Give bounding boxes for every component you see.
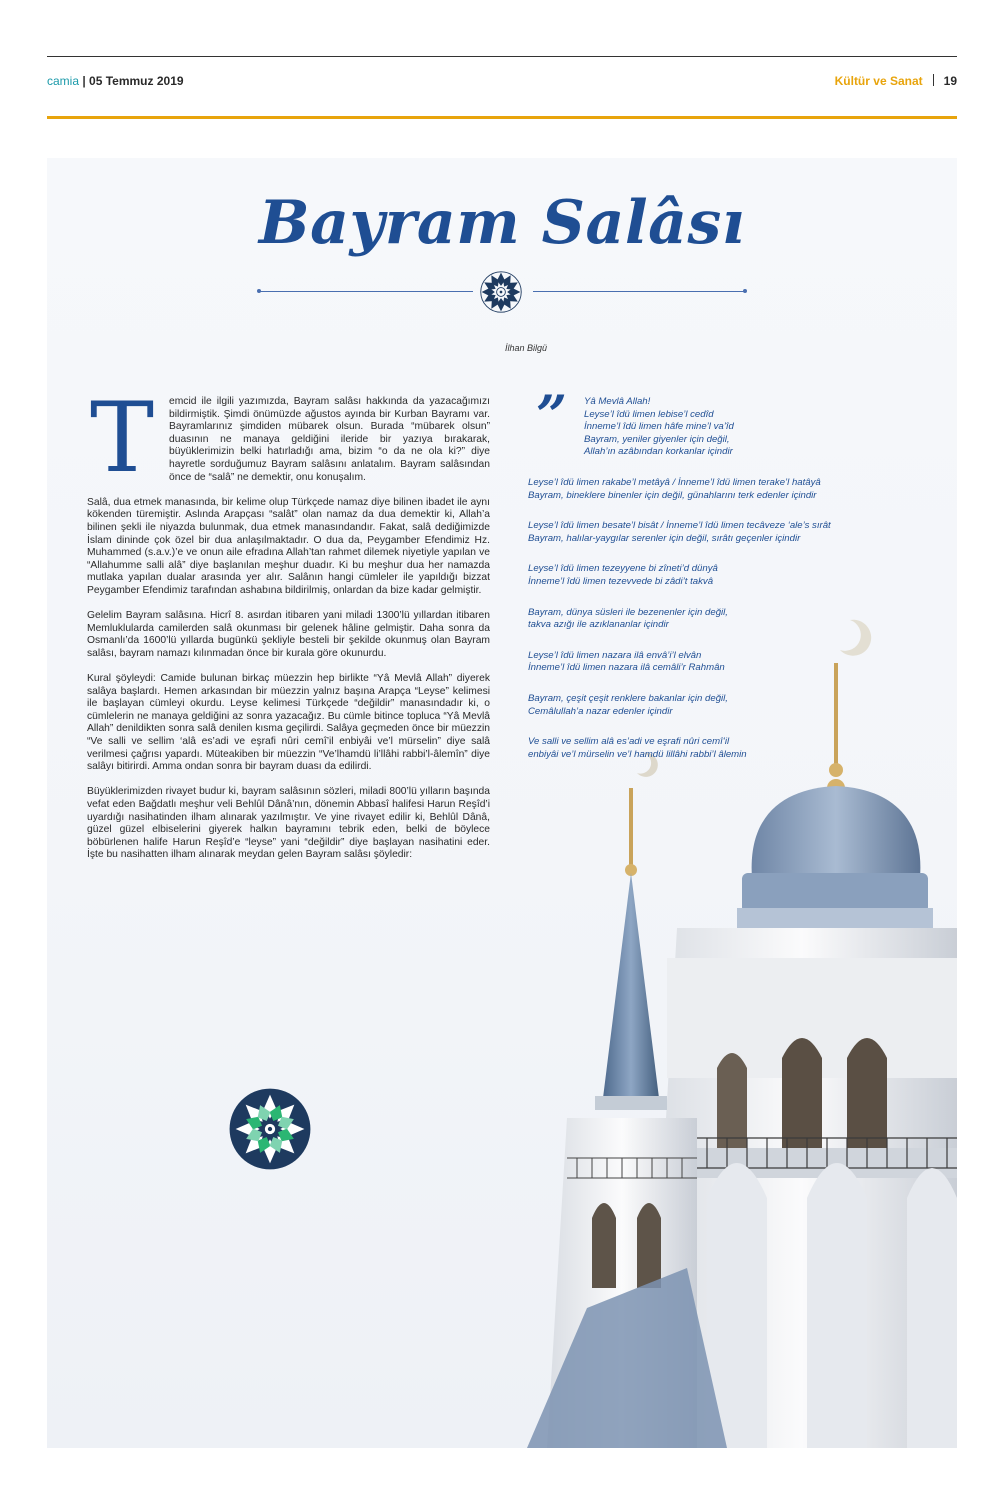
poem-line: İnneme’l îdü limen tezevvede bi zâdi’t takvâ [528,575,714,587]
poem-intro [528,383,918,459]
article-title: Bayram Salâsı [258,188,746,258]
poem-line: İnneme’l îdü limen nazara ilâ cemâli’r Rahmân [528,662,725,674]
quote-mark-icon: ” [536,383,568,447]
header-pipe [933,74,934,86]
author-byline: İlhan Bilgü [504,343,547,353]
poem-line: Yâ Mevlâ Allah! [584,396,651,407]
geometric-rosette-icon [479,270,523,314]
poem-line: enbiyâi ve’l mürselin ve’l hamdü lillâhi rabbi’l âlemin [528,748,747,760]
poem-line: Leyse’l îdü limen lebise’l cedîd [584,408,714,420]
gold-rule [47,116,957,119]
article-panel [47,158,957,1448]
poem-line: Bayram, çeşit çeşit renklere bakanlar için değil, [528,692,728,704]
article-body [87,382,490,875]
paragraph-4: Kural şöyleydi: Camide bulunan birkaç müezzin hep birlikte “Yâ Mevlâ Allah” diyerek salâya başlardı. Hemen arkasından bir müezzin yalnız başına Arapça “Leyse” kelimesi ile başlayan cümleyi okurdu. Leyse kelimesi Türkçede “değildir” manasındadır ki, o cümlelerin ne manaya geldiğini az sonra yazacağız. Bu cümle bitince topluca “Yâ Mevlâ Allah” denildikten sonra salâ denilen kısma geçilirdi. Salâya geçmeden önce bir müezzin “Ve salli ve sellim ‘alâ es’adi ve eşrafi nûri cemî’il enbiyâi ve’l mürselin” diye salâ verilmesi çağrısı yapardı. Müteakiben bir müezzin “Ve’lhamdü li’llâhi rabbi’l-âlemîn” diye salâyı bitirirdi. Amma ondan sonra bir bayram duası da edilirdi. [87,673,490,773]
poem-line: Bayram, dünya süsleri ile bezenenler için değil, [528,606,728,618]
poem-line: Bayram, bineklere binenler için değil, günahlarını terk edenler içindir [528,489,817,501]
poem-line: Bayram, yeniler giyenler için değil, [584,433,730,445]
poem-stanza [528,650,918,675]
poem-line: Leyse’l îdü limen besate’l bisât / İnneme’l îdü limen tecâveze ‘ale’s sırât [528,520,831,532]
top-rule [47,56,957,57]
paragraph-2: Salâ, dua etmek manasında, bir kelime olup Türkçede namaz diye bilinen ibadet ile aynı kökenden türemiştir. Aslında Arapçası “salât” olan namaz da dua demektir ki, Allah’a bilinen şekli ile niyazda bulunmak, dua etmek manasındandır. Fakat, salâ dediğimizde İslam dininde çok özel bir dua anlaşılmaktadır. O dua da, Peygamber Efendimiz Hz. Muhammed (s.a.v.)’e ve onun aile efradına Allah’tan rahmet dilemek niyetiyle yapılan ve “Allahumme salli alâ” diye başlanılan meşhur duadır. Ki bu meşhur dua her namazda mutlaka yapılan dualar arasında yer alır. Salânın hangi cümleler ile yapıldığı bizzat Peygamber Efendimiz tarafından ashabına bildirilmiş, onlardan da bize kadar gelmiştir. [87,496,490,596]
paragraph-5: Büyüklerimizden rivayet budur ki, bayram salâsının sözleri, miladi 800’lü yılların başında vefat eden Bağdatlı meşhur veli Behlûl Dânâ’nın, dönemin Abbasî halifesi Harun Reşîd’i uyardığı nasihatinden ilham alınarak yazılmıştır. Ve yine rivayet edilir ki, Behlûl Dânâ, güzel güzel elbiselerini giyerek halkın bayramını tebrik eden, belki de böylece böbürlenen halife Harun Reşîd’e “leyse” yani “değildir” diye başlayan nasihatini eder. İşte bu nasihatten ilham alınarak meydan gelen Bayram salâsı şöyledir: [87,786,490,861]
page-header [47,74,957,92]
issue-date: 05 Temmuz 2019 [89,74,184,88]
paragraph-1: T emcid ile ilgili yazımızda, Bayram salâsı hakkında da yazacağımızı bildirmiştik. Şimdi önümüzde ağustos ayında bir Kurban Bayramı var. Bayramlarınız şimdiden mübarek olsun. Burada “mübarek olsun” duasının ne manaya geldiğini ileride bir yazıya bırakarak, büyüklerimizin belki hatırladığı ama, bizim “o da ne ola ki?” diye hayretle sorduğumuz Bayram salâsını anlatalım. Bayram salâsından önce de “salâ” ne demektir, onu konuşalım. [87,396,490,484]
divider-dot [743,289,747,293]
poem-line: Ve salli ve sellim alâ es’adi ve eşrafi nûri cemî’il [528,736,730,748]
brand-name: camia [47,74,80,88]
title-divider-right [533,291,745,292]
poem-line: Leyse’l îdü limen nazara ilâ envâ’i’l elvân [528,649,702,661]
geometric-rosette-icon [227,1086,313,1172]
poem-line: takva azığı ile azıklananlar içindir [528,619,669,631]
header-separator: | [79,74,90,88]
poem-line: Bayram, halılar-yaygılar serenler için değil, sırâtı geçenler içindir [528,532,801,544]
section-name: Kültür ve Sanat [834,74,923,88]
poem-stanza [528,477,918,502]
header-left [47,74,184,88]
page-number: 19 [943,74,957,88]
drop-cap: T [89,382,155,494]
poem-line: Cemâlullah’a nazar edenler içindir [528,705,673,717]
poem-stanza [528,520,918,545]
header-right [835,74,957,88]
poem-line: Leyse’l îdü limen tezeyyene bi zîneti’d dünyâ [528,563,718,575]
poem-line: İnneme’l îdü limen hâfe mine’l va’îd [584,421,734,433]
poem-column [528,383,918,779]
poem-stanza [528,693,918,718]
paragraph-3: Gelelim Bayram salâsına. Hicrî 8. asırdan itibaren yani miladi 1300’lü yıllardan itibaren Memluklularda camilerden salâ okunması bir gelenek hâline gelmiştir. Daha sonra da Osmanlı’da 1600’lü yıllarda bugünkü şekliyle besteli bir şekilde okunmuş olan Bayram salâsı, bayram namazı kılınmadan önce bir kurala göre okunurdu. [87,610,490,659]
poem-stanza [528,736,918,761]
divider-dot [257,289,261,293]
poem-stanza [528,607,918,632]
poem-stanza [528,563,918,588]
poem-line: Leyse’l îdü limen rakabe’l metâyâ / İnneme’l îdü limen terake’l hatâyâ [528,476,821,488]
title-divider-left [259,291,473,292]
poem-line: Allah’ın azâbından korkanlar içindir [584,446,733,458]
